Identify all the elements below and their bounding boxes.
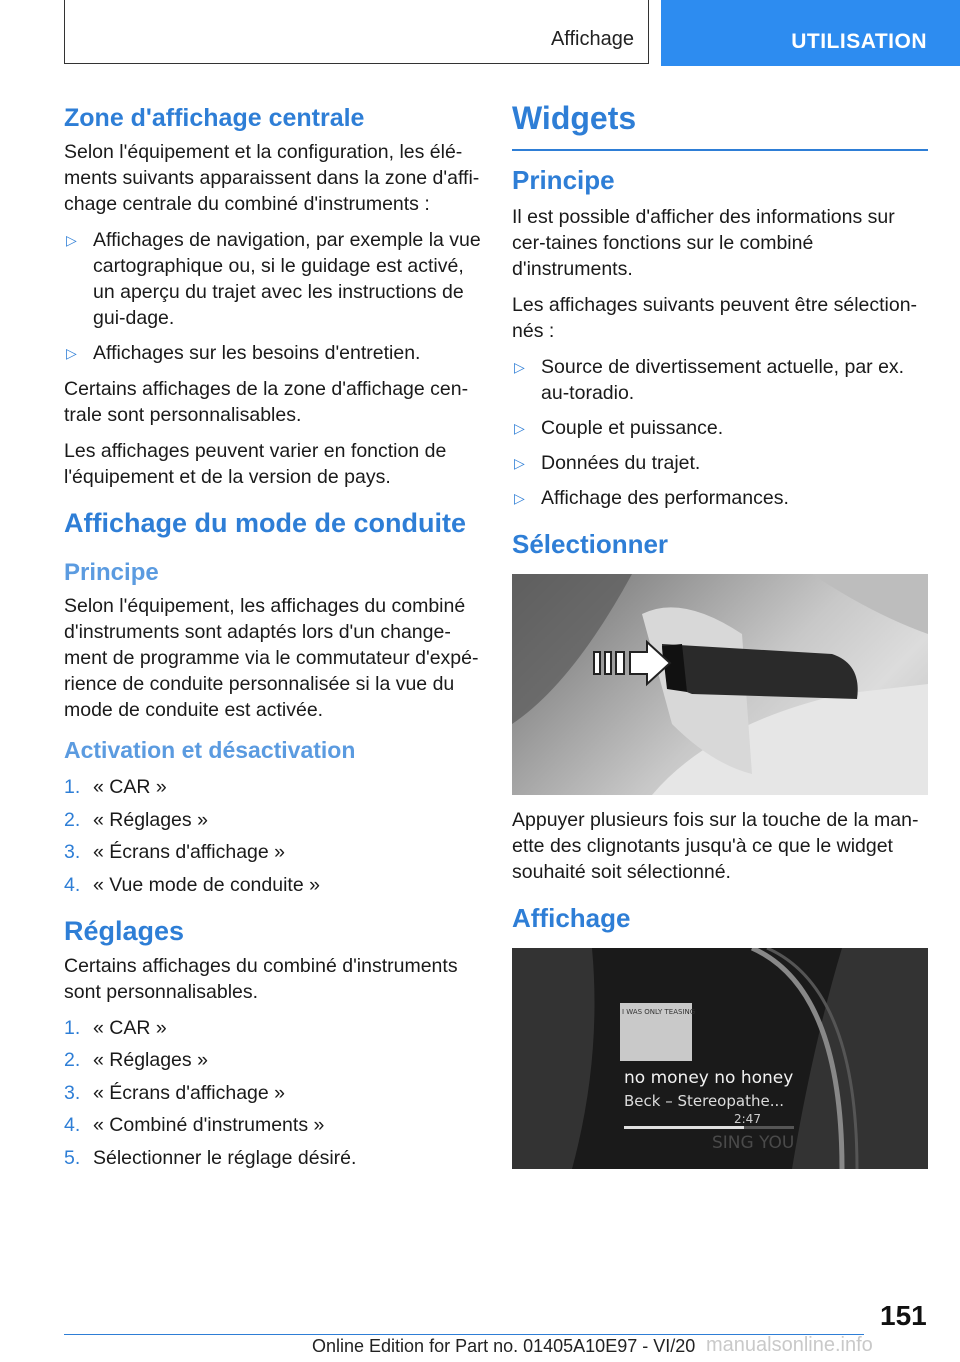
svg-text:2:47: 2:47 (734, 1112, 761, 1126)
triangle-bullet-icon: ▷ (514, 359, 525, 375)
activation-steps (64, 774, 482, 898)
list-item: ▷ Affichage des performances. (514, 487, 789, 509)
list-item: 4. « Combiné d'instruments » (64, 1114, 325, 1136)
list-item: ▷ Affichages de navigation, par exemple la vue cartographique ou, si le guidage est activé, un aperçu du trajet avec les instructions de gui-dage. (66, 229, 481, 329)
triangle-bullet-icon: ▷ (514, 490, 525, 506)
list-item: 2. « Réglages » (64, 1049, 208, 1071)
right-column (512, 100, 928, 1181)
list-item: 4. « Vue mode de conduite » (64, 873, 320, 896)
turn-signal-lever-illustration (512, 574, 928, 795)
widgets-principe-p2: Les affichages suivants peuvent être sélection-nés : (512, 294, 918, 342)
triangle-bullet-icon: ▷ (514, 455, 525, 471)
list-item: ▷ Source de divertissement actuelle, par ex. au-toradio. (514, 356, 905, 404)
zone-title: Zone d'affichage centrale (64, 104, 365, 132)
list-item: 3. « Écrans d'affichage » (64, 841, 285, 863)
footer-watermark: manualsonline.info (706, 1334, 873, 1356)
principe-text: Selon l'équipement, les affichages du combiné d'instruments sont adaptés lors d'un change-ment de programme via le commutateur d'expé-rience de conduite personnalisée si la vue du mode de conduite est activée. (64, 595, 479, 721)
mode-title: Affichage du mode de conduite (64, 508, 467, 538)
svg-text:Beck – Stereopathe...: Beck – Stereopathe... (624, 1092, 784, 1110)
zone-intro: Selon l'équipement et la configuration, les élé-ments suivants apparaissent dans la zone d'affi-chage centrale du combiné d'instruments : (64, 141, 480, 215)
zone-paragraph-3: Les affichages peuvent varier en fonction de l'équipement et de la version de pays. (64, 440, 447, 488)
principe-title: Principe (64, 559, 159, 586)
widgets-title: Widgets (512, 100, 928, 151)
list-item: 1. « CAR » (64, 1016, 167, 1039)
reglages-text: Certains affichages du combiné d'instruments sont personnalisables. (64, 954, 458, 1003)
svg-text:SING YOU: SING YOU (712, 1133, 795, 1153)
triangle-bullet-icon: ▷ (66, 232, 77, 248)
zone-list (64, 227, 482, 366)
header-frame (64, 0, 649, 64)
list-item: ▷ Affichages sur les besoins d'entretien. (66, 342, 421, 364)
header-chapter-label: UTILISATION (791, 30, 927, 53)
list-item: ▷ Données du trajet. (514, 452, 701, 474)
list-item: 2. « Réglages » (64, 808, 208, 831)
instrument-cluster-illustration (512, 948, 928, 1169)
list-item: 5. Sélectionner le réglage désiré. (64, 1146, 357, 1169)
header-section-title: Affichage (550, 28, 634, 50)
activation-title: Activation et désactivation (64, 737, 356, 763)
zone-paragraph-2: Certains affichages de la zone d'affichage cen-trale sont personnalisables. (64, 378, 469, 426)
widgets-list (512, 354, 928, 511)
select-title: Sélectionner (512, 529, 669, 559)
left-column (64, 100, 482, 1181)
triangle-bullet-icon: ▷ (514, 420, 525, 436)
svg-text:I WAS ONLY TEASING: I WAS ONLY TEASING (622, 1008, 696, 1016)
instrument-cluster-widget-image (512, 948, 928, 1169)
widgets-principe-title: Principe (512, 165, 615, 195)
page-number: 151 (880, 1300, 927, 1331)
turn-signal-lever-image (512, 574, 928, 795)
affichage-title: Affichage (512, 903, 631, 933)
list-item: ▷ Couple et puissance. (514, 417, 724, 439)
svg-text:no money no honey: no money no honey (624, 1068, 794, 1088)
list-item: 3. « Écrans d'affichage » (64, 1081, 285, 1104)
reglages-steps (64, 1015, 482, 1171)
select-text: Appuyer plusieurs fois sur la touche de la man-ette des clignotants jusqu'à ce que le widget souhaité soit sélectionné. (512, 809, 919, 883)
footer-edition: Online Edition for Part no. 01405A10E97 - VI/20 (312, 1336, 696, 1356)
triangle-bullet-icon: ▷ (66, 345, 77, 361)
header-chapter-tab (661, 0, 960, 66)
list-item: 1. « CAR » (64, 776, 167, 798)
widgets-principe-p1: Il est possible d'afficher des informations sur cer-taines fonctions sur le combiné d'instruments. (512, 206, 895, 280)
reglages-title: Réglages (64, 915, 185, 946)
